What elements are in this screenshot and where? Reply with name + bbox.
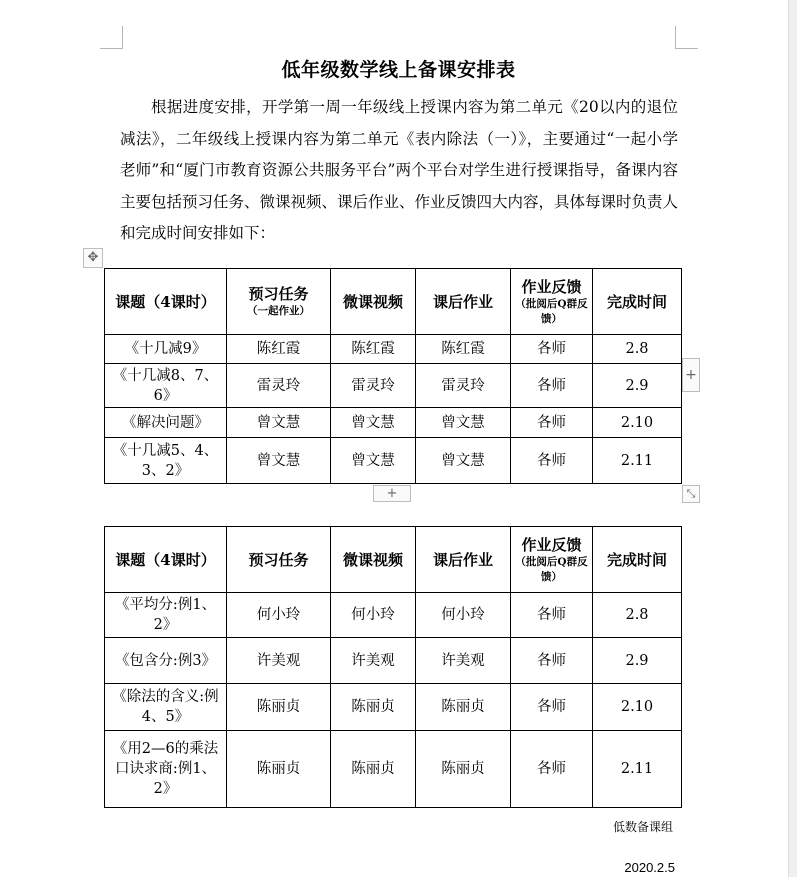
- table-row: [105, 731, 682, 808]
- table-header-row: [105, 527, 682, 593]
- cell-video: 陈红霞: [331, 335, 416, 364]
- table-row: [105, 408, 682, 438]
- header-preview-sub: （一起作业）: [247, 305, 310, 317]
- add-row-button[interactable]: +: [373, 485, 411, 502]
- cell-video: 曾文慧: [331, 438, 416, 484]
- footer-group-name: 低数备课组: [612, 820, 673, 834]
- header-video: 微课视频: [331, 527, 416, 593]
- intro-paragraph: [120, 92, 678, 250]
- header-feedback-sub: （批阅后Q群反馈）: [515, 297, 588, 325]
- table-header-row: [105, 269, 682, 335]
- cell-video: 陈丽贞: [331, 731, 416, 808]
- cell-preview: 雷灵玲: [227, 364, 331, 408]
- cell-video: 雷灵玲: [331, 364, 416, 408]
- cell-time: 2.8: [593, 335, 682, 364]
- cell-topic: 《解决问题》: [105, 408, 227, 438]
- cell-feedback: 各师: [511, 684, 593, 731]
- header-topic: 课题（4课时）: [105, 269, 227, 335]
- crop-mark-top-right: [675, 26, 698, 49]
- header-video: 微课视频: [331, 269, 416, 335]
- cell-topic: 《十几减8、7、6》: [105, 364, 227, 408]
- table-row: [105, 335, 682, 364]
- cell-time: 2.9: [593, 638, 682, 684]
- cell-homework: 何小玲: [416, 593, 511, 638]
- cell-homework: 曾文慧: [416, 438, 511, 484]
- cell-topic: 《十几减5、4、3、2》: [105, 438, 227, 484]
- cell-feedback: 各师: [511, 438, 593, 484]
- cell-preview: 陈丽贞: [227, 731, 331, 808]
- cell-homework: 曾文慧: [416, 408, 511, 438]
- cell-video: 何小玲: [331, 593, 416, 638]
- table-resize-handle-icon[interactable]: ⤡: [682, 485, 700, 503]
- cell-feedback: 各师: [511, 593, 593, 638]
- table-move-handle-icon[interactable]: ✥: [83, 248, 103, 268]
- table-row: [105, 364, 682, 408]
- cell-time: 2.10: [593, 684, 682, 731]
- cell-homework: 陈丽贞: [416, 684, 511, 731]
- schedule-table-grade2: [104, 526, 682, 808]
- header-feedback: [511, 269, 593, 335]
- cell-preview: 何小玲: [227, 593, 331, 638]
- header-time: 完成时间: [593, 527, 682, 593]
- cell-time: 2.11: [593, 731, 682, 808]
- cell-feedback: 各师: [511, 638, 593, 684]
- header-topic: 课题（4课时）: [105, 527, 227, 593]
- cell-video: 曾文慧: [331, 408, 416, 438]
- table-row: [105, 438, 682, 484]
- schedule-table-grade1: [104, 268, 682, 484]
- intro-text: 根据进度安排，开学第一周一年级线上授课内容为第二单元《20以内的退位减法》，二年级线上授课内容为第二单元《表内除法（一）》，主要通过“一起小学老师”和“厦门市教育资源公共服务平台”两个平台对学生进行授课指导，备课内容主要包括预习任务、微课视频、课后作业、作业反馈四大内容，具体每课时负责人和完成时间安排如下：: [120, 98, 679, 242]
- cell-homework: 陈红霞: [416, 335, 511, 364]
- header-feedback-label: 作业反馈: [521, 277, 582, 296]
- table-row: [105, 638, 682, 684]
- crop-mark-top-left: [100, 26, 123, 49]
- cell-time: 2.10: [593, 408, 682, 438]
- cell-preview: 陈红霞: [227, 335, 331, 364]
- cell-homework: 许美观: [416, 638, 511, 684]
- header-preview-label: 预习任务: [248, 285, 309, 303]
- vertical-scrollbar[interactable]: [788, 0, 797, 877]
- add-column-button[interactable]: +: [682, 358, 700, 392]
- header-feedback-sub: （批阅后Q群反馈）: [515, 555, 588, 583]
- cell-homework: 雷灵玲: [416, 364, 511, 408]
- cell-feedback: 各师: [511, 408, 593, 438]
- cell-time: 2.9: [593, 364, 682, 408]
- cell-preview: 陈丽贞: [227, 684, 331, 731]
- header-homework: 课后作业: [416, 527, 511, 593]
- header-time: 完成时间: [593, 269, 682, 335]
- cell-topic: 《包含分:例3》: [105, 638, 227, 684]
- cell-time: 2.8: [593, 593, 682, 638]
- cell-feedback: 各师: [511, 364, 593, 408]
- cell-preview: 曾文慧: [227, 408, 331, 438]
- cell-feedback: 各师: [511, 335, 593, 364]
- cell-video: 陈丽贞: [331, 684, 416, 731]
- header-preview: [227, 269, 331, 335]
- footer-date: 2020.2.5: [624, 860, 675, 875]
- cell-preview: 许美观: [227, 638, 331, 684]
- document-title: 低年级数学线上备课安排表: [281, 59, 516, 81]
- cell-topic: 《十几减9》: [105, 335, 227, 364]
- header-feedback-label: 作业反馈: [521, 535, 582, 554]
- cell-time: 2.11: [593, 438, 682, 484]
- cell-feedback: 各师: [511, 731, 593, 808]
- cell-preview: 曾文慧: [227, 438, 331, 484]
- cell-homework: 陈丽贞: [416, 731, 511, 808]
- table-row: [105, 593, 682, 638]
- cell-topic: 《平均分:例1、2》: [105, 593, 227, 638]
- cell-topic: 《用2—6的乘法口诀求商:例1、2》: [105, 731, 227, 808]
- cell-video: 许美观: [331, 638, 416, 684]
- header-homework: 课后作业: [416, 269, 511, 335]
- table-row: [105, 684, 682, 731]
- header-preview: 预习任务: [227, 527, 331, 593]
- cell-topic: 《除法的含义:例4、5》: [105, 684, 227, 731]
- header-feedback: [511, 527, 593, 593]
